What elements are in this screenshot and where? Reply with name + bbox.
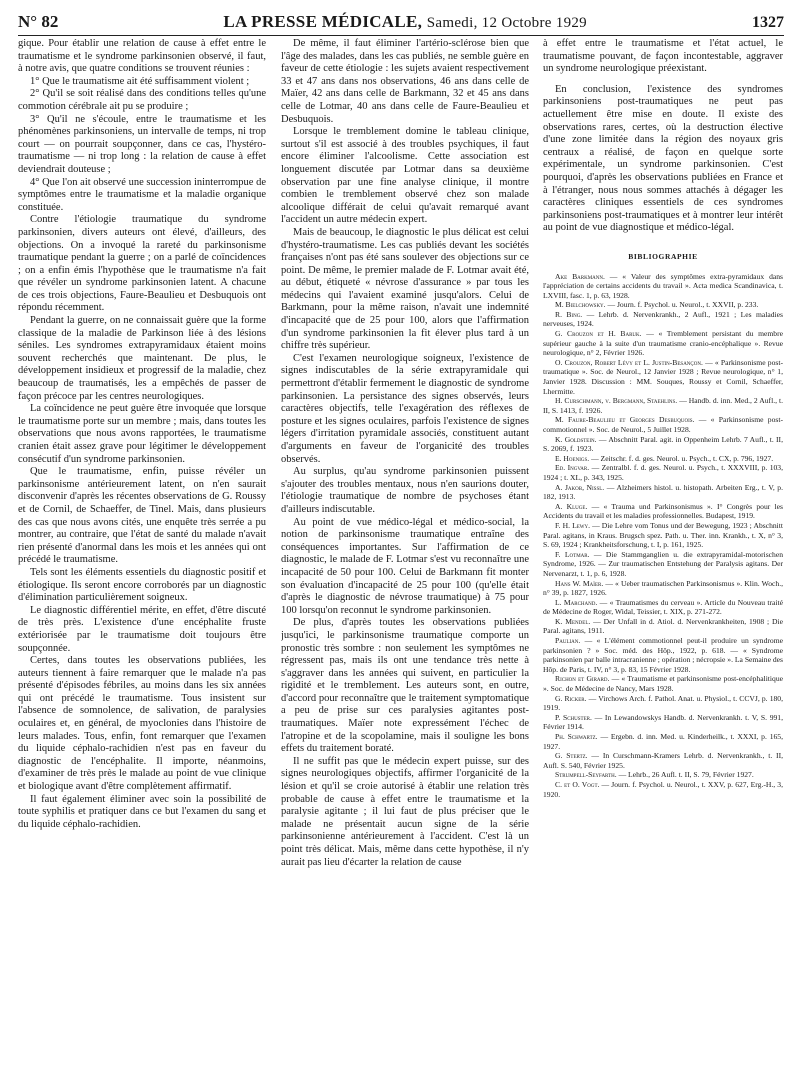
reference-author: M. Faure-Beaulieu et Georges Desbuquois. [555,415,695,425]
bibliography-entry [543,415,783,434]
bibliography-entry [543,780,783,799]
reference-text: — Die Stammganglien u. die extrapyramidal-motorischen Syndrome, 1926. — Zur traumatischen Entstehung der Paralysis agitans. Der Nervenarzt, t. 1, p. 6, 1928. [543,549,783,578]
reference-author: K. Goldstein. [555,434,597,444]
paragraph: La coïncidence ne peut guère être invoquée que lorsque le traumatisme porte sur un membre ; mais, dans toutes les observations que nous avons rapportées, le traumatisme cranien était assez grave pour légitimer le développement consécutif d'un syndrome parkinsonien. [18,403,266,465]
bibliography-entry [543,435,783,454]
reference-text: — « Parkinsonisme post-commotionnel ». Soc. de Neurol., 5 Juillet 1928. [543,415,783,434]
reference-text: — Abschnitt Paral. agit. in Oppenheim Lehrb. 7 Aufl., t. II, S. 2069, f. 1923. [543,434,783,454]
reference-author: Richon et Girard. [555,674,610,684]
bibliography-entry [543,358,783,396]
bibliography-entry [543,300,783,310]
bibliography-entry [543,713,783,732]
bibliography-list [543,272,783,800]
bibliography-entry [543,463,783,482]
reference-author: F. Lotmar. [555,549,590,559]
reference-text: — Handb. d. inn. Med., 2 Aufl., t. II, S. 1413, f. 1926. [543,396,783,415]
paragraph: Lorsque le tremblement domine le tableau clinique, surtout s'il est associé à des troubles psychiques, il faut encore éliminer l'alcoolisme. Cette association est longuement discutée par Lotmar dans sa deuxième observation par une fine analyse clinique, il montre combien le tremblement observé chez son malade alcoolique différait de celui qu'avait remarqué avant l'accident un autre médecin expert. [281,126,529,226]
reference-author: P. Schuster. [555,712,592,722]
reference-author: Strumpell-Seyfarth. [555,770,617,780]
paragraph: Le diagnostic différentiel mérite, en effet, d'être discuté de très près. L'existence d'une encéphalite fruste extériorisée par le traumatisme doit toujours être soupçonnée. [18,604,266,654]
bibliography-entry [543,579,783,598]
reference-text: — « Parkinsonisme post-traumatique ». Soc. de Neurol., 12 Janvier 1928 ; Revue neurologique, n° 1, Janvier 1928. Discussion : MM. Souques, Roussy et Cornil, Schaeffer, Lhermitte. [543,357,783,396]
bibliography-entry [543,272,783,301]
reference-author: E. Hoenigs. [555,453,590,463]
bibliography-entry [543,694,783,713]
paragraph: Au point de vue médico-légal et médico-social, la notion de parkinsonisme traumatique entraîne des conséquences importantes. Sur l'affirmation de ce diagnostic, le malade de F. Lotmar s'est vu reconnaître une incapacité de 50 pour 100. Celui de Barkmann fit monter son évaluation d'incapacité de 25 pour 100 (qu'elle était d'après le diagnostic de névrose traumatique) à 75 pour 100 lorsqu'on reconnut le syndrome parkinsonien. [281,516,529,616]
bibliography-title: BIBLIOGRAPHIE [628,251,698,261]
paragraph: 2° Qu'il se soit réalisé dans des conditions telles qu'une commotion cérébrale ait pu se produire ; [18,88,266,112]
reference-author: G. Ricker. [555,693,587,703]
bibliography-entry [543,732,783,751]
reference-author: M. Bielchowsky. [555,300,606,310]
reference-text: — Die Lehre vom Tonus und der Bewegung, 1923 ; Abschnitt Paral. agitans, in Kraus. Brugsch spez. Path. u. Ther. inn. Krankh., t. X, n° 3, S. 69, 1924 ; Krankheitsforschung, t. I, p. 161, 1925. [543,520,783,550]
reference-text: — « Tremblement persistant du membre supérieur gauche à la suite d'un traumatisme cranio-encéphalique ». Revue neurologique, n° 2, Février 1926. [543,329,783,358]
text-column-3 [543,38,783,1076]
issue-number: N° 82 [18,12,59,31]
reference-text: — Virchows Arch. f. Pathol. Anat. u. Physiol., t. CCVJ, p. 180, 1919. [543,693,783,713]
paragraph: C'est l'examen neurologique soigneux, l'existence de signes indiscutables de la série extrapyramidale qui permettront d'établir fermement le diagnostic de syndrome parkinsonien. La persistance des signes observés, leurs caractères objectifs, telle l'exagération des réflexes de posture et les signes oculaires, parfois l'existence de signes légers d'irritation pyramidale associés, constituent autant d'arguments en faveur de l'organicité des troubles observés. [281,352,529,465]
bibliography-entry [543,329,783,358]
bibliography-entry [543,598,783,617]
reference-author: Ed. Ingvar. [555,463,590,473]
reference-text: — Lehrb., 26 Aufl. t. II, S. 79, Février 1927. [618,770,754,780]
paragraph: gique. Pour établir une relation de cause à effet entre le traumatisme et le syndrome parkinsonien observé, il faut, à notre avis, que quatre conditions se trouvent réunies : [18,38,266,75]
reference-author: Ph. Schwartz. [555,732,598,741]
paragraph: à effet entre le traumatisme et l'état actuel, le traumatisme pouvant, de façon incontestable, aggraver un syndrome neurologique préexistant. [543,38,783,75]
bibliography-entry [543,521,783,550]
paragraph: Certes, dans toutes les observations publiées, les auteurs tiennent à faire remarquer que le malade n'a pas présenté d'épisodes fébriles, au moins dans les six années qui ont précédé le traumatisme. Tous insistent sur l'absence de somnolence, de salivation, de paralysies oculaires et, en général, de myoclonies dans l'histoire de leurs malades. Tous, enfin, font remarquer que l'examen du liquide céphalo-rachidien n'est pas en faveur du diagnostic de l'encéphalite. Il importe, néanmoins, d'examiner de très près le malade au point de vue clinique et biologique avant d'être complètement affirmatif. [18,655,266,793]
reference-author: Hans W. Maïer. [555,578,604,588]
reference-text: — Zentralbl. f. d. ges. Neurol. u. Psych., t. XXXVIII, p. 103, 1924 ; t. XL, p. 343, 1925. [543,463,783,482]
conclusion-section [543,38,783,235]
reference-text: — Journ. f. Psychol. u. Neurol., t. XXVII, p. 233. [607,300,759,310]
reference-text: — Alzheimers histol. u. histopath. Arbeiten Erg., t. V, p. 182, 1913. [543,482,783,502]
bibliography-entry [543,483,783,502]
journal-name: LA PRESSE MÉDICALE, [223,12,423,31]
reference-text: — Der Unfall in d. Atiol. d. Nervenkrankheiten, 1908 ; Die Paral. agitans, 1911. [543,616,783,636]
reference-author: F. H. Lewy. [555,520,591,530]
text-column-1 [18,38,266,1076]
reference-text: — « Trauma und Parkinsonismus ». I° Congrès pour les Accidents du travail et les maladies professionnelles. Budapest, 1919. [543,501,783,521]
reference-text: — Zeitschr. f. d. ges. Neurol. u. Psych., t. CX, p. 796, 1927. [591,453,774,463]
bibliography-entry [543,396,783,415]
paragraph: Pendant la guerre, on ne connaissait guère que la forme classique de la maladie de Parkinson liée à des lésions séniles. Les syndromes extrapyramidaux étaient moins souvent recherchés que maintenant. De plus, le développement insidieux et progressif de la maladie, chez beaucoup de traumatisés, les a empêchés de passer de façon précoce par les centres neurologiques. [18,315,266,402]
reference-text: — Ergebn. d. inn. Med. u. Kinderheilk., t. XXXI, p. 165, 1927. [543,732,783,751]
reference-author: G. Stertz. [555,751,588,761]
text-column-2 [281,38,529,1076]
paragraph: Tels sont les éléments essentiels du diagnostic positif et étiologique. Ils seront encore corroborés par un diagnostic d'élimination particulièrement soigneux. [18,566,266,604]
paragraph: 3° Qu'il ne s'écoule, entre le traumatisme et les phénomènes parkinsoniens, un intervalle de temps, ni trop court — on pourrait soupçonner, dans ce cas, l'hystéro-traumatisme — ni trop long : la relation de cause à effet deviendrait douteuse ; [18,113,266,175]
reference-text: — « L'élément commotionnel peut-il produire un syndrome parkinsonien ? » Soc. méd. des Hôp., 1922, p. 618. — « Syndrome parkinsonien par balle intracranienne ; opération ; nécropsie ». La Semaine des Hôp. de Paris, t. IV, n° 3, p. 83, 15 Février 1928. [543,636,783,674]
paragraph: Il faut également éliminer avec soin la possibilité de toute syphilis et pratiquer dans ce but l'examen du sang et du liquide céphalo-rachidien. [18,793,266,830]
reference-text: — Journ. f. Psychol. u. Neurol., t. XXV, p. 627, Erg.-H., 3, 1920. [543,779,783,799]
page-header [18,6,784,36]
bibliography-entry [543,636,783,674]
bibliography-entry [543,617,783,636]
issue-date: Samedi, 12 Octobre 1929 [426,15,587,31]
reference-author: G. Crouzon et H. Baruk. [555,329,642,339]
reference-author: Ake Barkmann. [555,271,605,281]
reference-author: A. Jakob, Nissl. [555,482,605,492]
reference-text: — In Curschmann-Kramers Lehrb. d. Nervenkrankh., t. II, Aufl. S. 540, Février 1925. [543,751,783,770]
bibliography-entry [543,674,783,693]
paragraph: De même, il faut éliminer l'artério-sclérose bien que l'âge des malades, dans les cas publiés, ne semble guère en faveur de cette étiologie : les sujets avaient respectivement 33 et 47 ans dans nos observations, 46 ans dans celle de Maïer, 42 ans dans celle de Barkmann, 32 et 45 ans dans celle de Lotmar, 40 ans dans celle de Faure-Beaulieu et Desbuquois. [281,38,529,125]
reference-author: O. Crouzon, Robert Lévy et L. Justin-Besançon. [555,357,703,367]
bibliography-entry [543,550,783,579]
bibliography-entry [543,770,783,780]
bibliography-entry [543,502,783,521]
reference-text: — In Lewandowskys Handb. d. Nervenkrankh. t. V, S. 991, Février 1914. [543,712,783,732]
paragraph: De plus, d'après toutes les observations publiées jusqu'ici, le parkinsonisme traumatique comporte un pronostic très sombre : non seulement les symptômes ne régressent pas, mais ils ont une tendance très nette à s'aggraver dans les années qui suivent, en particulier la rigidité et le tremblement. Les auteurs sont, en outre, d'accord pour reconnaître que le traitement symptomatique a peu de prise sur ces paralysies agitantes post-traumatiques. Maïer note expressément l'échec de l'atropine et de la scopolamine, mais il souligne les bons effets du traitement boraté. [281,617,529,755]
paragraph: Il ne suffit pas que le médecin expert puisse, sur des signes neurologiques objectifs, affirmer l'organicité de la lésion et qu'il se croie autorisé à établir une relation très probable de cause à effet entre le traumatisme et la paralysie agitante ; il lui faut de plus préciser que le malade ne présentait aucun signe de la série parkinsonienne antérieurement à l'accident. C'est là un point très délicat. Mais, même dans cette hypothèse, il n'y aurait pas lieu d'écarter la relation de cause [281,755,529,868]
reference-author: K. Mendel. [555,616,591,626]
reference-text: — « Traumatisme et parkinsonisme post-encéphalitique ». Soc. de Médecine de Nancy, Mars 1928. [543,674,783,694]
reference-author: L. Marchand. [555,597,598,607]
paragraph: Au surplus, qu'au syndrome parkinsonien puissent s'ajouter des troubles mentaux, nous n'en saurions douter, l'étiologie traumatique de nombre de psychoses étant d'ailleurs indiscutable. [281,466,529,515]
reference-author: H. Curschmann, v. Bergmann, Staehlins. [555,396,678,406]
reference-text: — « Valeur des symptômes extra-pyramidaux dans l'appréciation de certains accidents du travail ». Acta medica Scandinavica, t. LXVIII, fasc. 1, p. 63, 1928. [543,271,783,300]
paragraph: 4° Que l'on ait observé une succession ininterrompue de symptômes entre le traumatisme et la maladie organique constituée. [18,176,266,213]
paragraph: Mais de beaucoup, le diagnostic le plus délicat est celui d'hystéro-traumatisme. Les cas publiés devant les sociétés françaises n'ont pas été sans soulever des objections sur ce point. De même, le premier malade de F. Lotmar avait été, au début, étiqueté « névrose d'assurance » par tous les médecins qui l'avaient examiné jusqu'alors. Celui de Barkmann, pour la même raison, n'avait une indemnité d'incapacité que de 25 pour 100, alors que l'affirmation d'un syndrome parkinsonien la fit élever plus tard à un chiffre très supérieur. [281,226,529,352]
bibliography-entry [543,751,783,770]
reference-text: — Lehrb. d. Nervenkrankh., 2 Aufl., 1921 ; Les maladies nerveuses, 1924. [543,309,783,329]
page-number: 1327 [751,14,784,31]
reference-text: — « Traumatismes du cerveau ». Article du Nouveau traité de Médecine de Roger, Widal, Teissier, t. XIX, p. 271-272. [543,597,783,617]
reference-author: R. Bing. [555,309,583,319]
paragraph: En conclusion, l'existence des syndromes parkinsoniens post-traumatiques ne peut pas actuellement être mise en doute. Il existe des observations rares, certes, où la destruction élective d'une zone limitée dans la région des noyaux gris centraux a réalisé, de façon en quelque sorte expérimentale, un syndrome parkinsonien. C'est pourquoi, d'après les observations publiées en France et à l'étranger, nous nous sommes attachés à dégager les caractères cliniques essentiels de ces syndromes parkinsoniens post-traumatiques et à montrer leur intérêt au point de vue diagnostique et médico-légal. [543,83,783,234]
reference-text: — « Ueber traumatischen Parkinsonismus ». Klin. Woch., n° 39, p. 1827, 1926. [543,578,783,598]
reference-author: C. et O. Vogt. [555,779,600,789]
bibliography-entry [543,310,783,329]
journal-title [223,12,587,32]
paragraph: Contre l'étiologie traumatique du syndrome parkinsonien, divers auteurs ont élevé, d'ailleurs, des objections. On a invoqué la rareté du parkinsonisme traumatique pendant la guerre ; on a parlé de coïncidences ; on a enfin émis l'hypothèse que le traumatisme n'a fait que révéler un syndrome parkinsonien latent. A chacune de ces trois objections, Faure-Beaulieu et Desbuquois ont répondu récemment. [18,214,266,314]
reference-author: Paulian. [555,636,581,646]
reference-author: A. Kluge. [555,501,588,511]
paragraph: 1° Que le traumatisme ait été suffisamment violent ; [30,75,250,87]
paragraph: Que le traumatisme, enfin, puisse révéler un parkinsonisme antérieurement latent, on n'en saurait disconvenir d'après les récentes observations de G. Roussy et de Cornil, de Schaeffer, de Tinel. Mais, dans plusieurs des cas que nous avons cités, une enquête très serrée a pu montrer, au contraire, que l'état de santé du malade n'avait rien présenté d'anormal dans les mois et les années qui ont précédé le traumatisme. [18,466,266,566]
bibliography-entry [543,454,783,464]
